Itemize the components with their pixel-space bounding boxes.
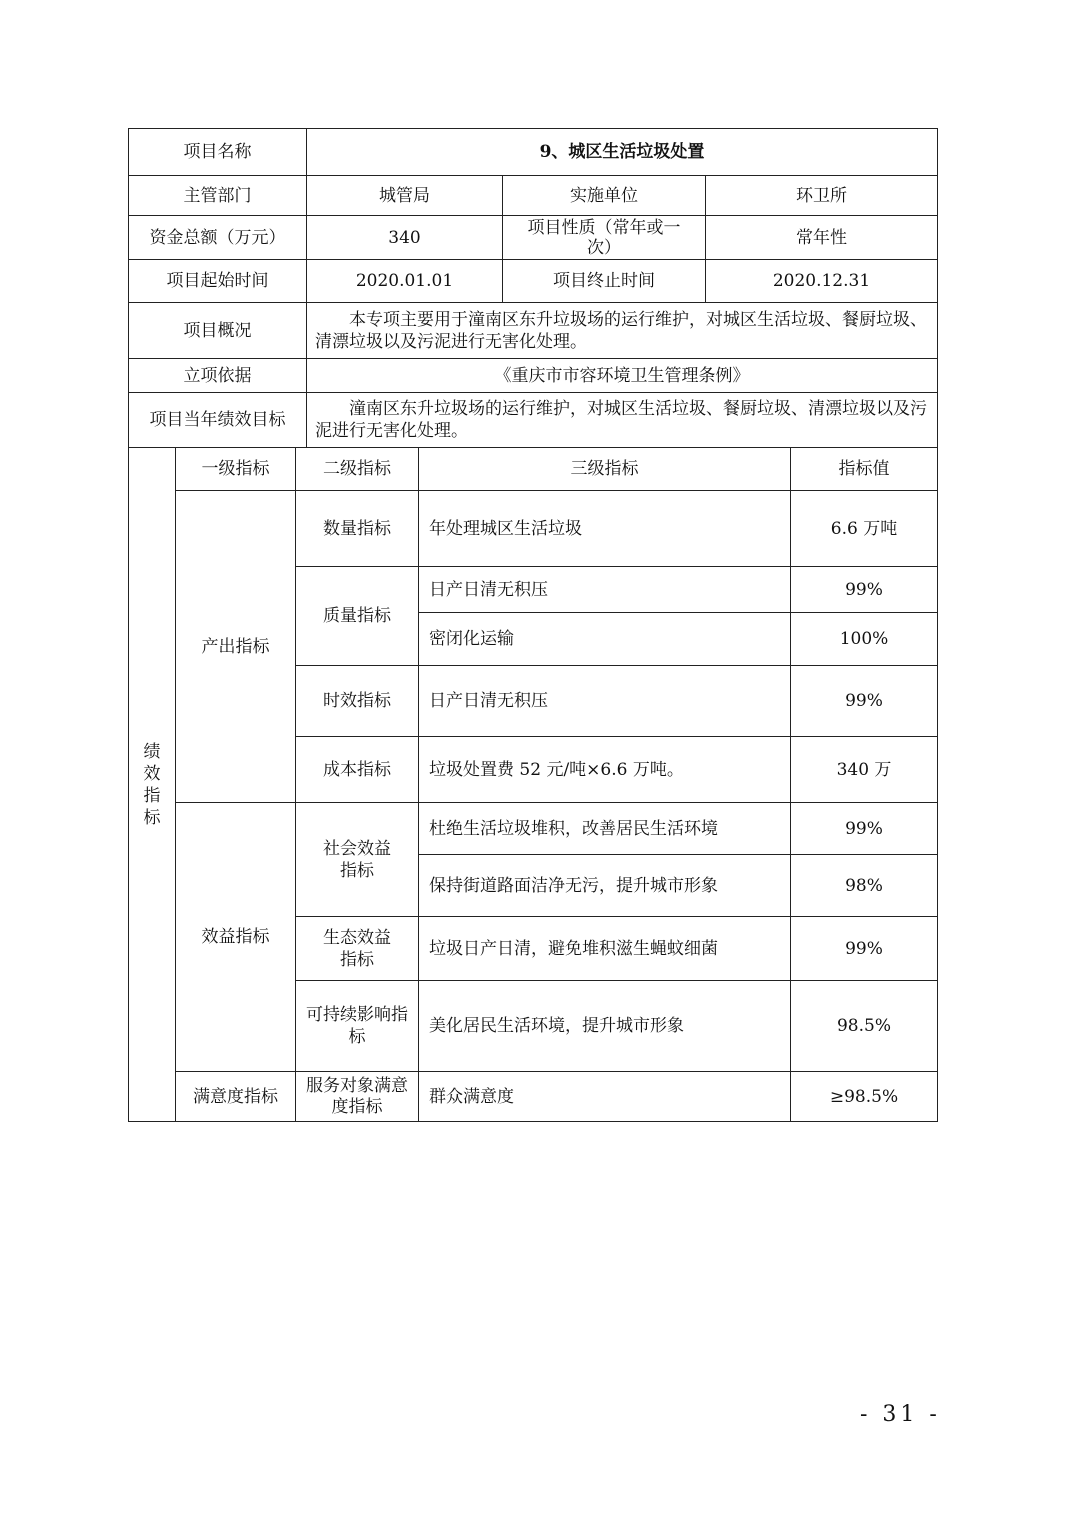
section-label: 绩效指标	[129, 448, 176, 1122]
level2-sustainable: 可持续影响指标	[296, 981, 419, 1072]
level1-satisfaction: 满意度指标	[176, 1072, 296, 1122]
header-level3: 三级指标	[419, 448, 791, 491]
indicator-value: 99%	[791, 567, 938, 613]
label-impl: 实施单位	[503, 176, 706, 216]
indicator-value: ≥98.5%	[791, 1072, 938, 1122]
indicator-name: 密闭化运输	[419, 613, 791, 666]
indicator-name: 日产日清无积压	[419, 567, 791, 613]
indicator-name: 日产日清无积压	[419, 666, 791, 737]
basis-value: 《重庆市市容环境卫生管理条例》	[307, 359, 938, 393]
indicator-value: 6.6 万吨	[791, 491, 938, 567]
indicator-value: 100%	[791, 613, 938, 666]
indicators-table	[128, 447, 938, 1122]
indicator-value: 99%	[791, 917, 938, 981]
header-level1: 一级指标	[176, 448, 296, 491]
label-project-name: 项目名称	[129, 129, 307, 176]
indicator-name: 垃圾日产日清，避免堆积滋生蝇蚊细菌	[419, 917, 791, 981]
table-row	[129, 491, 938, 567]
level2-social: 社会效益指标	[296, 803, 419, 917]
level2-cost: 成本指标	[296, 737, 419, 803]
dept-value: 城管局	[307, 176, 503, 216]
label-overview: 项目概况	[129, 303, 307, 359]
indicator-value: 99%	[791, 803, 938, 855]
indicator-name: 杜绝生活垃圾堆积，改善居民生活环境	[419, 803, 791, 855]
level2-quality: 质量指标	[296, 567, 419, 666]
level1-output: 产出指标	[176, 491, 296, 803]
label-nature: 项目性质（常年或一次）	[503, 216, 706, 260]
label-start: 项目起始时间	[129, 260, 307, 303]
impl-value: 环卫所	[706, 176, 938, 216]
level1-benefit: 效益指标	[176, 803, 296, 1072]
indicator-name: 垃圾处置费 52 元/吨×6.6 万吨。	[419, 737, 791, 803]
project-name: 9、城区生活垃圾处置	[307, 129, 938, 176]
nature-value: 常年性	[706, 216, 938, 260]
indicator-name: 群众满意度	[419, 1072, 791, 1122]
label-basis: 立项依据	[129, 359, 307, 393]
overview-value: 本专项主要用于潼南区东升垃圾场的运行维护，对城区生活垃圾、餐厨垃圾、清漂垃圾以及污泥进行无害化处理。	[307, 303, 938, 359]
start-value: 2020.01.01	[307, 260, 503, 303]
goal-value: 潼南区东升垃圾场的运行维护，对城区生活垃圾、餐厨垃圾、清漂垃圾以及污泥进行无害化处理。	[307, 393, 938, 448]
end-value: 2020.12.31	[706, 260, 938, 303]
level2-quantity: 数量指标	[296, 491, 419, 567]
project-info-table	[128, 128, 938, 448]
indicator-name: 保持街道路面洁净无污，提升城市形象	[419, 855, 791, 917]
table-row	[129, 803, 938, 855]
indicator-value: 340 万	[791, 737, 938, 803]
indicator-value: 98%	[791, 855, 938, 917]
indicator-value: 98.5%	[791, 981, 938, 1072]
label-end: 项目终止时间	[503, 260, 706, 303]
header-level2: 二级指标	[296, 448, 419, 491]
label-goal: 项目当年绩效目标	[129, 393, 307, 448]
table-row	[129, 1072, 938, 1122]
label-fund: 资金总额（万元）	[129, 216, 307, 260]
indicator-name: 年处理城区生活垃圾	[419, 491, 791, 567]
level2-ecological: 生态效益指标	[296, 917, 419, 981]
level2-timeliness: 时效指标	[296, 666, 419, 737]
indicator-value: 99%	[791, 666, 938, 737]
level2-service-satisfaction: 服务对象满意度指标	[296, 1072, 419, 1122]
page-number: - 31 -	[860, 1402, 941, 1427]
label-dept: 主管部门	[129, 176, 307, 216]
fund-value: 340	[307, 216, 503, 260]
indicator-name: 美化居民生活环境，提升城市形象	[419, 981, 791, 1072]
header-value: 指标值	[791, 448, 938, 491]
